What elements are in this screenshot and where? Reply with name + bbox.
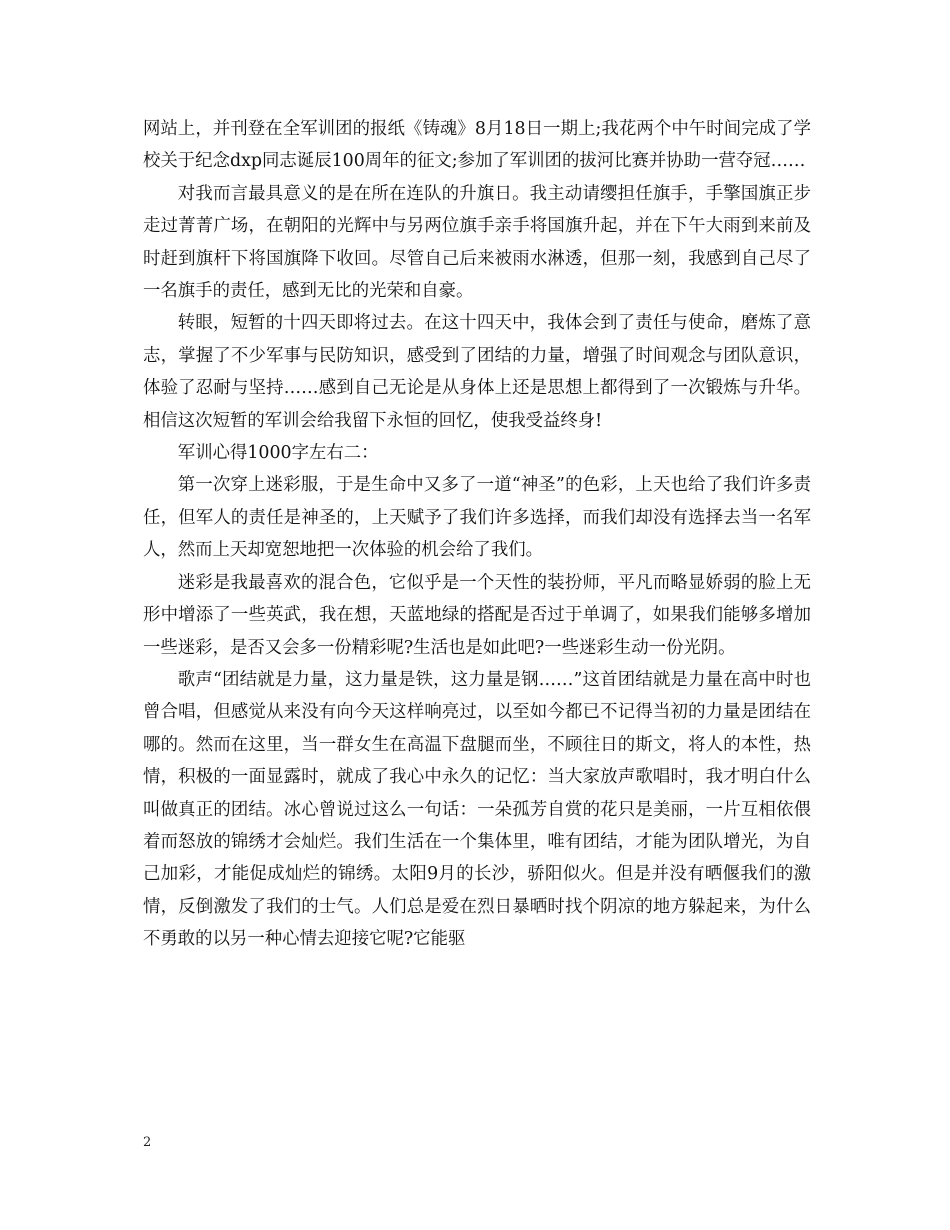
paragraph-camouflage-uniform: 第一次穿上迷彩服，于是生命中又多了一道“神圣”的色彩，上天也给了我们许多责任，但军人的责任是神圣的，上天赋予了我们许多选择，而我们却没有选择去当一名军人，然而上天却宽恕地把一次体验的机会给了我们。 — [143, 475, 811, 561]
paragraph-camouflage-color: 迷彩是我最喜欢的混合色，它似乎是一个天性的装扮师，平凡而略显娇弱的脸上无形中增添了一些英武，我在想，天蓝地绿的搭配是否过于单调了，如果我们能够多增加一些迷彩，是否又会多一份精彩呢?生活也是如此吧?一些迷彩生动一份光阴。 — [143, 572, 811, 658]
section-heading: 军训心得1000字左右二： — [177, 443, 379, 464]
document-body — [143, 113, 811, 956]
paragraph-flag-raising: 对我而言最具意义的是在所在连队的升旗日。我主动请缨担任旗手，手擎国旗正步走过菁菁广场，在朝阳的光辉中与另两位旗手亲手将国旗升起，并在下午大雨到来前及时赶到旗杆下将国旗降下收回。尽管自己后来被雨水淋透，但那一刻，我感到自己尽了一名旗手的责任，感到无比的光荣和自豪。 — [143, 183, 811, 302]
paragraph-unity-song: 歌声“团结就是力量，这力量是铁，这力量是钢……”这首团结就是力量在高中时也曾合唱，但感觉从来没有向今天这样响亮过，以至如今都已不记得当初的力量是团结在哪的。然而在这里，当一群女生在高温下盘腿而坐，不顾往日的斯文，将人的本性，热情，积极的一面显露时，就成了我心中永久的记忆：当大家放声歌唱时，我才明白什么叫做真正的团结。冰心曾说过这么一句话：一朵孤芳自赏的花只是美丽，一片互相依偎着而怒放的锦绣才会灿烂。我们生活在一个集体里，唯有团结，才能为团队增光，为自己加彩，才能促成灿烂的锦绣。太阳9月的长沙，骄阳似火。但是并没有晒偃我们的激情，反倒激发了我们的士气。人们总是爱在烈日暴晒时找个阴凉的地方躲起来，为什么不勇敢的以另一种心情去迎接它呢?它能驱 — [143, 669, 811, 950]
paragraph-fourteen-days: 转眼，短暂的十四天即将过去。在这十四天中，我体会到了责任与使命，磨炼了意志，掌握了不少军事与民防知识，感受到了团结的力量，增强了时间观念与团队意识，体验了忍耐与坚持……感到自己无论是从身体上还是思想上都得到了一次锻炼与升华。相信这次短暂的军训会给我留下永恒的回忆，使我受益终身! — [143, 313, 811, 431]
page-number: 2 — [143, 1135, 152, 1150]
paragraph-continuation: 网站上，并刊登在全军训团的报纸《铸魂》8月18日一期上;我花两个中午时间完成了学校关于纪念dxp同志诞辰100周年的征文;参加了军训团的拔河比赛并协助一营夺冠…… — [143, 119, 811, 172]
